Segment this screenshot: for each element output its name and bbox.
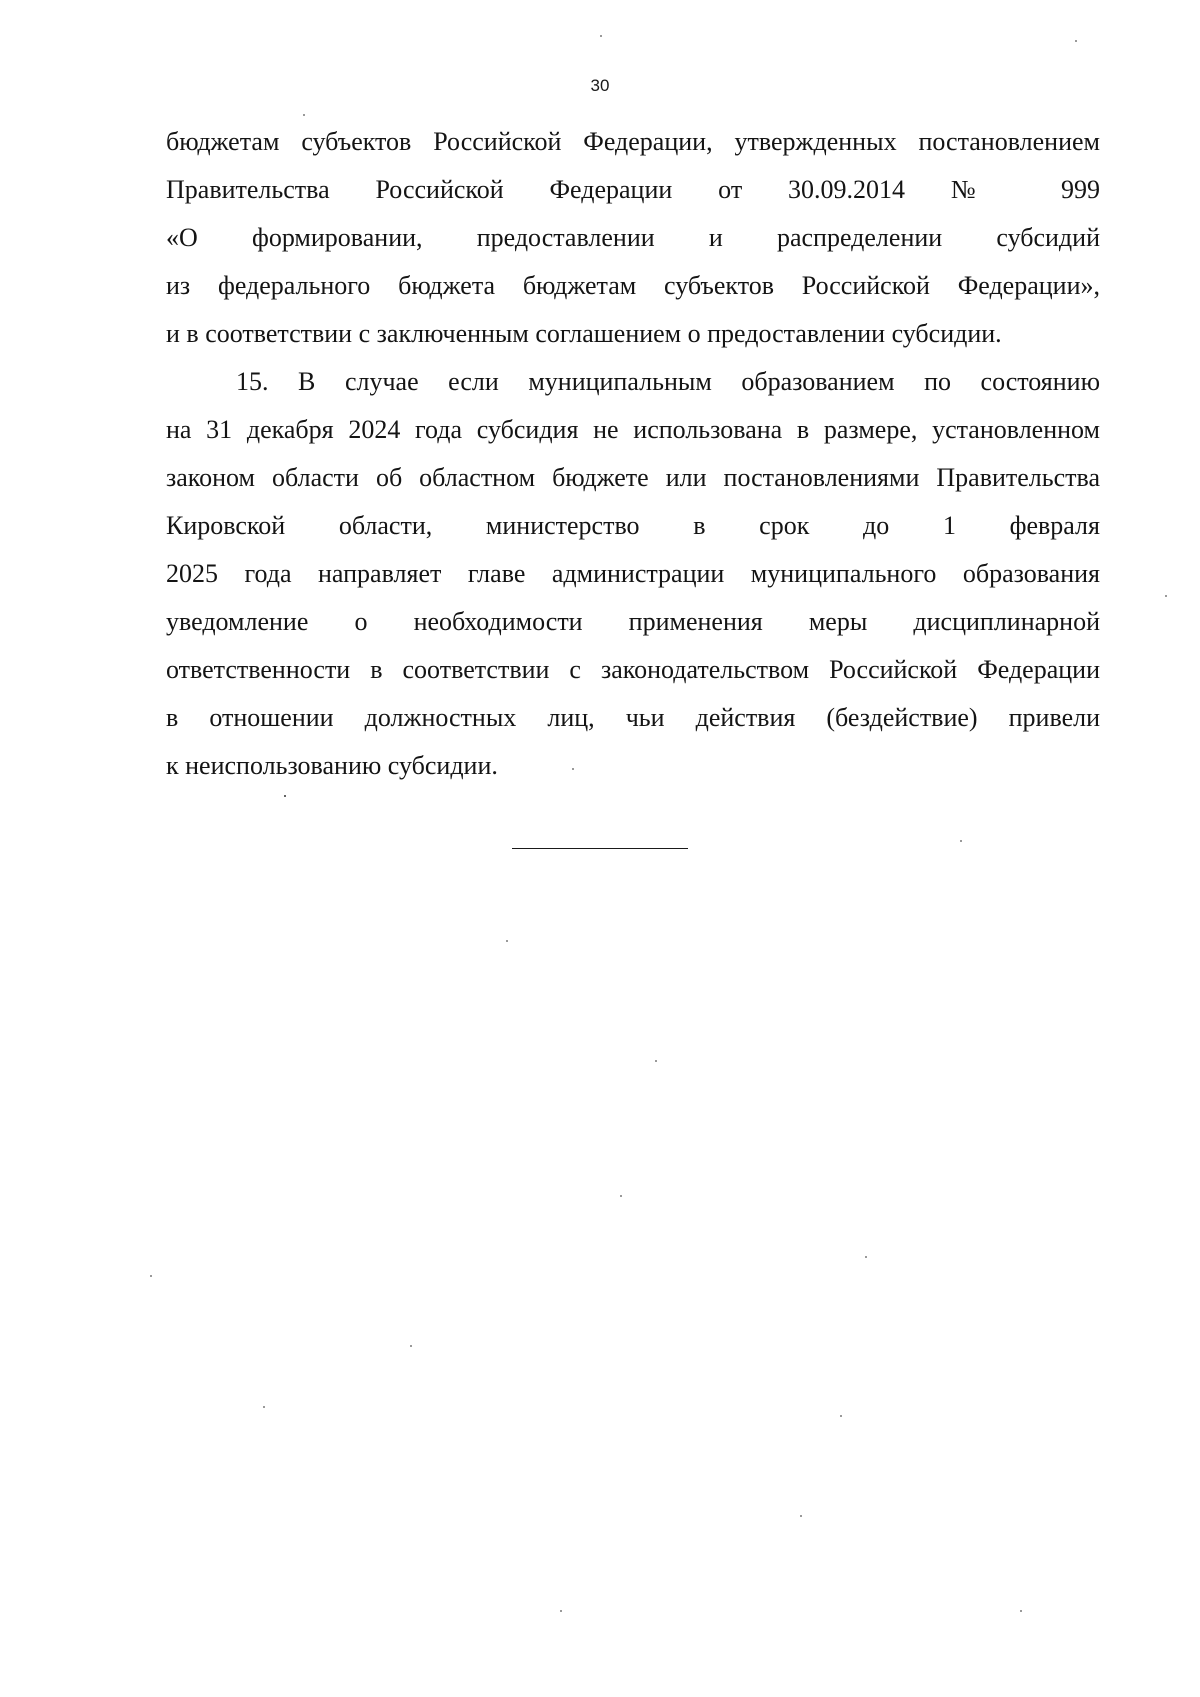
scan-speck	[150, 1275, 152, 1277]
text-line: и в соответствии с заключенным соглашением о предоставлении субсидии.	[166, 319, 1002, 348]
scan-speck	[655, 1060, 657, 1062]
scan-speck	[263, 1406, 265, 1408]
text-line: ответственности в соответствии с законодательством Российской Федерации	[166, 655, 1100, 684]
scan-speck	[600, 35, 602, 37]
scan-speck	[410, 1345, 412, 1347]
text-line: 15. В случае если муниципальным образованием по состоянию	[236, 367, 1100, 396]
page-number: 30	[590, 76, 610, 95]
body-text	[166, 118, 1100, 790]
scan-speck	[506, 940, 508, 942]
scan-speck	[960, 840, 962, 842]
text-line: уведомление о необходимости применения меры дисциплинарной	[166, 607, 1100, 636]
scan-speck	[284, 795, 286, 797]
text-line: на 31 декабря 2024 года субсидия не использована в размере, установленном	[166, 415, 1100, 444]
scan-speck	[572, 768, 574, 770]
scan-speck	[303, 114, 305, 116]
scan-speck	[840, 1415, 842, 1417]
paragraph-continuation	[166, 118, 1100, 358]
text-line: Кировской области, министерство в срок до 1 февраля	[166, 511, 1100, 540]
scan-speck	[800, 1515, 802, 1517]
paragraph-15	[166, 358, 1100, 790]
scan-speck	[1075, 40, 1077, 42]
scan-speck	[1165, 595, 1167, 597]
scan-speck	[1020, 1610, 1022, 1612]
scan-speck	[560, 1610, 562, 1612]
scan-speck	[865, 1256, 867, 1258]
text-line: к неиспользованию субсидии.	[166, 751, 498, 780]
text-line: Правительства Российской Федерации от 30.09.2014 № 999	[166, 175, 1100, 204]
scan-speck	[620, 1195, 622, 1197]
text-line: «О формировании, предоставлении и распределении субсидий	[166, 223, 1100, 252]
text-line: бюджетам субъектов Российской Федерации, утвержденных постановлением	[166, 127, 1100, 156]
end-of-document-rule	[512, 848, 688, 849]
text-line: в отношении должностных лиц, чьи действия (бездействие) привели	[166, 703, 1100, 732]
text-line: законом области об областном бюджете или постановлениями Правительства	[166, 463, 1100, 492]
text-line: из федерального бюджета бюджетам субъектов Российской Федерации»,	[166, 271, 1100, 300]
text-line: 2025 года направляет главе администрации муниципального образования	[166, 559, 1100, 588]
